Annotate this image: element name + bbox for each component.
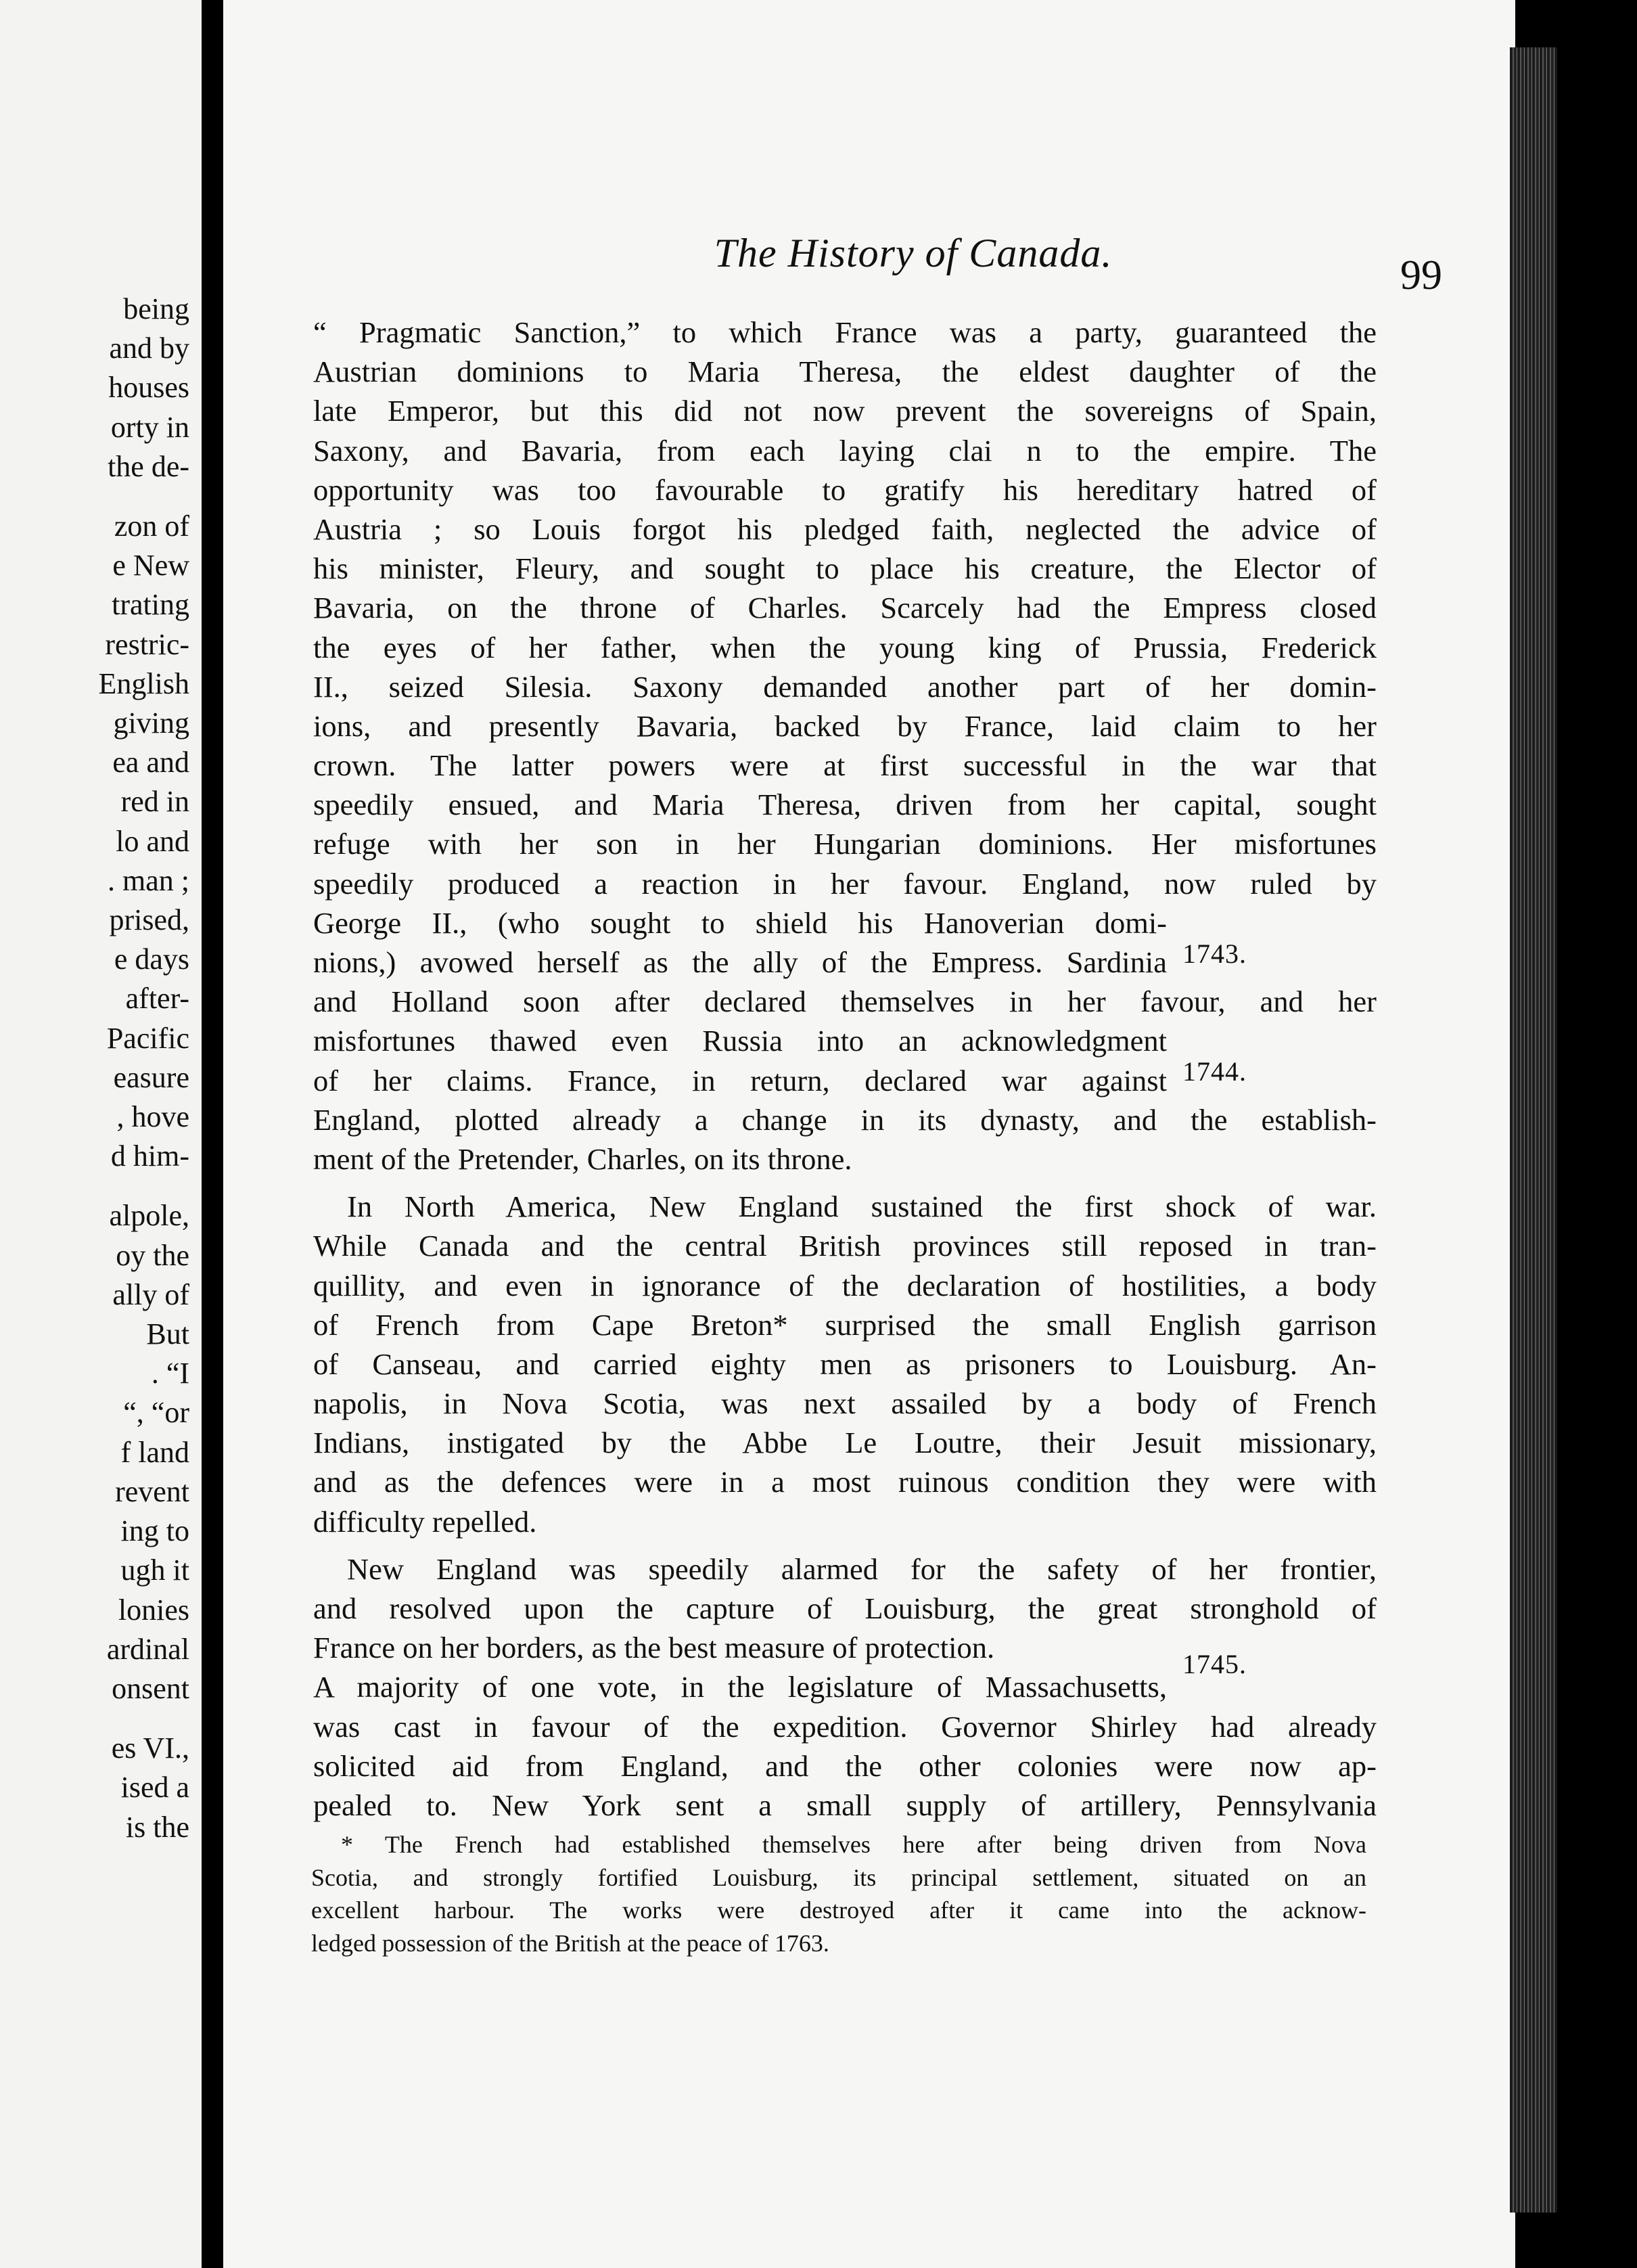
left-page-fragment: being (123, 292, 189, 325)
body-line: opportunity was too favourable to gratify his hereditary hatred of (313, 472, 1377, 507)
left-page-fragment: “, “or (123, 1396, 189, 1430)
body-line: speedily ensued, and Maria Theresa, driven from her capital, sought (313, 788, 1377, 822)
body-line: and resolved upon the capture of Louisburg, the great stronghold of (313, 1591, 1377, 1625)
body-line: crown. The latter powers were at first successful in the war that (313, 748, 1377, 783)
body-line: late Emperor, but this did not now prevent the sovereigns of Spain, (313, 394, 1377, 428)
body-line: pealed to. New York sent a small supply of artillery, Pennsylvania (313, 1788, 1377, 1822)
footnote (311, 1828, 1366, 1959)
footnote-line: excellent harbour. The works were destroyed after it came into the acknow- (311, 1897, 1366, 1924)
left-page-fragment: e days (114, 943, 189, 976)
body-line: Indians, instigated by the Abbe Le Loutre, their Jesuit missionary, (313, 1426, 1377, 1460)
body-line: Austria ; so Louis forgot his pledged faith, neglected the advice of (313, 512, 1377, 546)
left-page-fragment: is the (125, 1810, 189, 1844)
left-page-fragment: , hove (116, 1100, 189, 1134)
left-page-text (99, 290, 189, 1847)
body-line: “ Pragmatic Sanction,” to which France was a party, guaranteed the (313, 315, 1377, 349)
left-page-fragment: alpole, (109, 1199, 189, 1233)
left-page-gap (99, 1176, 189, 1196)
left-page-fragment: ing to (120, 1514, 189, 1548)
body-line: quillity, and even in ignorance of the declaration of hostilities, a body (313, 1268, 1377, 1302)
body-line: his minister, Fleury, and sought to place his creature, the Elector of (313, 551, 1377, 586)
footnote-line: Scotia, and strongly fortified Louisburg, its principal settlement, situated on an (311, 1863, 1366, 1891)
book-gutter (202, 0, 223, 2268)
left-page-fragment: prised, (109, 903, 189, 937)
body-line: of French from Cape Breton* surprised the small English garrison (313, 1307, 1377, 1342)
left-page-fragment: restric- (105, 627, 189, 661)
body-line: of Canseau, and carried eighty men as prisoners to Louisburg. An- (313, 1346, 1377, 1381)
left-page-fragment: Pacific (106, 1021, 189, 1055)
left-page-fragment: the de- (108, 449, 189, 483)
left-page-fragment: onsent (112, 1671, 189, 1705)
left-page-fragment: orty in (110, 410, 189, 444)
body-line: speedily produced a reaction in her favour. England, now ruled by (313, 866, 1377, 901)
left-page-fragment: after- (125, 982, 189, 1016)
left-page-fragment: lo and (116, 824, 189, 858)
body-line: New England was speedily alarmed for the safety of her frontier, (347, 1551, 1377, 1586)
margin-date: 1745. (1182, 1649, 1247, 1679)
left-page-fragment: d him- (110, 1139, 189, 1173)
left-page-fragment: trating (112, 588, 189, 622)
left-page-fragment: revent (115, 1474, 189, 1508)
body-line: refuge with her son in her Hungarian dominions. Her misfortunes (313, 827, 1377, 861)
left-page-fragment: English (98, 666, 189, 700)
margin-date: 1744. (1182, 1056, 1247, 1087)
page-edges (1510, 47, 1557, 2213)
left-page-fragment: ardinal (106, 1632, 189, 1666)
body-line: Austrian dominions to Maria Theresa, the eldest daughter of the (313, 355, 1377, 389)
footnote-line: * The French had established themselves here after being driven from Nova (341, 1831, 1366, 1858)
left-facing-page (0, 0, 202, 2268)
body-line: nions,) avowed herself as the ally of the Empress. Sardinia (313, 945, 1167, 979)
body-line: George II., (who sought to shield his Hanoverian domi- (313, 905, 1167, 940)
left-page-fragment: e New (112, 549, 189, 583)
body-line: of her claims. France, in return, declared war against (313, 1063, 1167, 1097)
body-line: England, plotted already a change in its dynasty, and the establish- (313, 1102, 1377, 1137)
left-page-fragment: easure (113, 1060, 189, 1094)
body-line: was cast in favour of the expedition. Governor Shirley had already (313, 1709, 1377, 1744)
body-line: and as the defences were in a most ruinous condition they were with (313, 1465, 1377, 1499)
body-line: ment of the Pretender, Charles, on its throne. (313, 1141, 852, 1176)
body-line: A majority of one vote, in the legislature of Massachusetts, (313, 1670, 1167, 1704)
left-page-gap (99, 1708, 189, 1729)
left-page-fragment: oy the (116, 1238, 189, 1272)
left-page-fragment: houses (108, 371, 189, 405)
body-line: While Canada and the central British provinces still reposed in tran- (313, 1229, 1377, 1263)
left-page-fragment: lonies (118, 1593, 189, 1627)
left-page-fragment: ised a (120, 1771, 189, 1805)
body-line: the eyes of her father, when the young king of Prussia, Frederick (313, 630, 1377, 664)
left-page-gap (99, 486, 189, 507)
body-line: Bavaria, on the throne of Charles. Scarcely had the Empress closed (313, 591, 1377, 625)
body-line: II., seized Silesia. Saxony demanded another part of her domin- (313, 669, 1377, 704)
margin-date: 1743. (1182, 938, 1247, 969)
left-page-fragment: and by (109, 332, 189, 365)
body-line: and Holland soon after declared themselves in her favour, and her (313, 984, 1377, 1019)
left-page-fragment: es VI., (111, 1731, 189, 1765)
left-page-fragment: giving (113, 706, 189, 740)
left-page-fragment: But (146, 1317, 189, 1351)
main-page (223, 0, 1515, 2268)
body-line: misfortunes thawed even Russia into an acknowledgment (313, 1024, 1167, 1058)
left-page-fragment: zon of (114, 509, 189, 543)
page-number: 99 (1400, 252, 1442, 298)
left-page-fragment: . “I (151, 1357, 189, 1390)
body-line: napolis, in Nova Scotia, was next assailed by a body of French (313, 1386, 1377, 1421)
left-page-fragment: ally of (112, 1277, 189, 1311)
body-line: ions, and presently Bavaria, backed by France, laid claim to her (313, 708, 1377, 743)
left-page-fragment: ugh it (120, 1553, 189, 1587)
body-line: France on her borders, as the best measure of protection. (313, 1631, 995, 1665)
body-line: In North America, New England sustained the first shock of war. (347, 1189, 1377, 1224)
body-line: Saxony, and Bavaria, from each laying clai n to the empire. The (313, 433, 1377, 468)
left-page-fragment: ea and (112, 746, 189, 779)
footnote-line: ledged possession of the British at the peace of 1763. (311, 1929, 829, 1957)
running-head: The History of Canada. (714, 231, 1113, 275)
body-line: solicited aid from England, and the other colonies were now ap- (313, 1748, 1377, 1783)
body-line: difficulty repelled. (313, 1504, 537, 1539)
left-page-fragment: f land (120, 1435, 189, 1469)
dark-background (1557, 0, 1637, 2268)
left-page-fragment: . man ; (108, 863, 189, 897)
left-page-fragment: red in (120, 785, 189, 819)
